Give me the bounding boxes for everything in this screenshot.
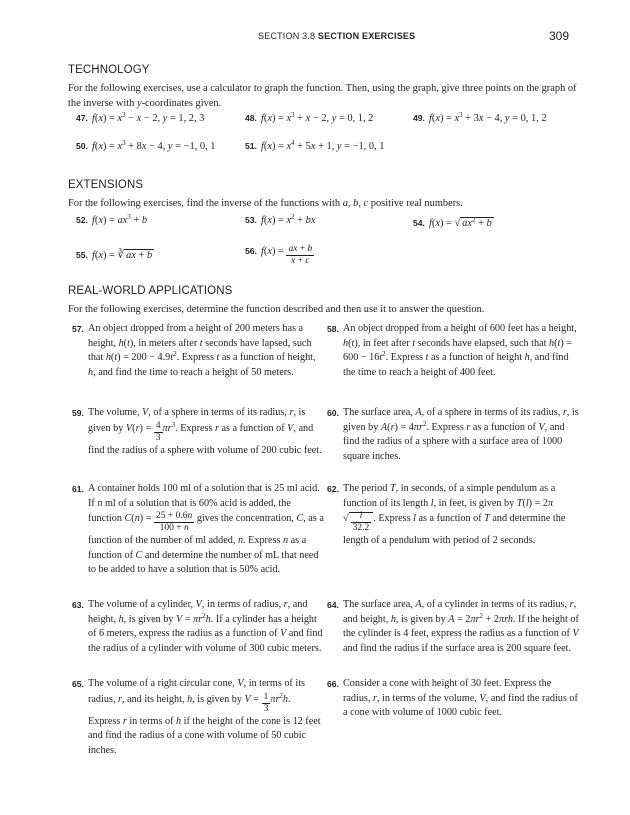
realworld-heading: REAL-WORLD APPLICATIONS <box>68 285 233 297</box>
extensions-heading: EXTENSIONS <box>68 179 144 191</box>
problem-59: 59. The volume, V, of a sphere in terms of its radius, r, is given by V(r) = $\frac{4}{3}$ $\pi r^3$. Express r as a function of V, and find the radius of a sphere with volume of 200 cubic feet. <box>72 407 322 456</box>
exercise-49: 49. $f(x) = x^3 + 3x - 4$, y = 0, 1, 2 <box>413 111 547 124</box>
problem-58: 58. An object dropped from a height of 600 feet has a height, h(t), in feet after t seconds have elapsed, such that $h(t) = 600 - 16t^2$. Express t as a function of height h, and find the time to reach a height of 400 feet. <box>327 323 577 378</box>
exercise-51: 51. $f(x) = x^4 + 5x + 1$, y = −1, 0, 1 <box>245 139 385 152</box>
problem-57: 57. An object dropped from a height of 200 meters has a height, h(t), in meters after t seconds have lapsed, such that $h(t) = 200 - 4.9t^2$. Express t as a function of height, h, and find the time to reach a height of 50 meters. <box>72 323 316 378</box>
exercise-53: 53. $f(x) = x^2$ + bx <box>245 213 316 226</box>
exercise-56: 56. f(x) = $\frac{ax + b}{x + c}$ <box>245 244 313 266</box>
running-header <box>0 31 630 47</box>
exercise-55: 55. f(x) = ∛ ax + b <box>76 250 153 261</box>
extensions-intro: For the following exercises, find the inverse of the functions with a, b, c positive real numbers. <box>68 198 463 209</box>
problem-61: 61. A container holds 100 ml of a solution that is 25 ml acid. If n ml of a solution that is 60% acid is added, the function C(n) = $\frac{25 + 0.6n}{100 + n}$ gives the concentration, C, as a function of the number of ml added, n. Express n as a function of C and determine the number of mL that need to be added to have a solution that is 50% acid. <box>72 483 324 575</box>
exercise-52: 52. $f(x) = ax^3 + b$ <box>76 213 148 226</box>
technology-heading: TECHNOLOGY <box>68 64 150 76</box>
exercise-47: 47. $f(x) = x^3 - x - 2$, y = 1, 2, 3 <box>76 111 205 124</box>
problem-60: 60. The surface area, A, of a sphere in terms of its radius, r, is given by $A(r) = 4\pi r^2$. Express r as a function of V, and find the radius of a sphere with a surface area of 1000 square inches. <box>327 407 579 462</box>
page-number: 309 <box>549 29 570 43</box>
exercise-48: 48. $f(x) = x^3 + x - 2$, y = 0, 1, 2 <box>245 111 374 124</box>
problem-62: 62. The period T, in seconds, of a simple pendulum as a function of its length l, in feet, is given by T(l) = 2π√ $\frac{l}{32.2}$ . Express l as a function of T and determine the length of a pendulum with period of 2 seconds. <box>327 483 566 546</box>
realworld-intro: For the following exercises, determine the function described and then use it to answer the question. <box>68 304 485 315</box>
section-label: SECTION 3.8 SECTION EXERCISES <box>258 31 416 41</box>
problem-64: 64. The surface area, A, of a cylinder in terms of its radius, r, and height, h, is given by $A = 2\pi r^2 + 2\pi rh$. If the height of the cylinder is 4 feet, express the radius as a function of V and find the radius if the surface area is 200 square feet. <box>327 599 579 654</box>
problem-65: 65. The volume of a right circular cone, V, in terms of its radius, r, and its height, h, is given by V = $\frac{1}{3}$ $\pi r^2h$. Express r in terms of h if the height of the cone is 12 feet and find the radius of a cone with volume of 50 cubic inches. <box>72 678 321 756</box>
exercise-54: 54. f(x) = √ $ax^2 + b$ <box>413 216 492 229</box>
exercise-50: 50. $f(x) = x^3 + 8x - 4$, y = −1, 0, 1 <box>76 139 216 152</box>
technology-intro: For the following exercises, use a calculator to graph the function. Then, using the graph, give three points on the graph of the inverse with y-coordinates given. <box>68 83 577 109</box>
problem-63: 63. The volume of a cylinder, V, in terms of radius, r, and height, h, is given by $V = \pi r^2h$. If a cylinder has a height of 6 meters, express the radius as a function of V and find the radius of a cylinder with volume of 300 cubic meters. <box>72 599 323 654</box>
problem-66: 66. Consider a cone with height of 30 feet. Express the radius, r, in terms of the volume, V, and find the radius of a cone with volume of 1000 cubic feet. <box>327 678 578 718</box>
